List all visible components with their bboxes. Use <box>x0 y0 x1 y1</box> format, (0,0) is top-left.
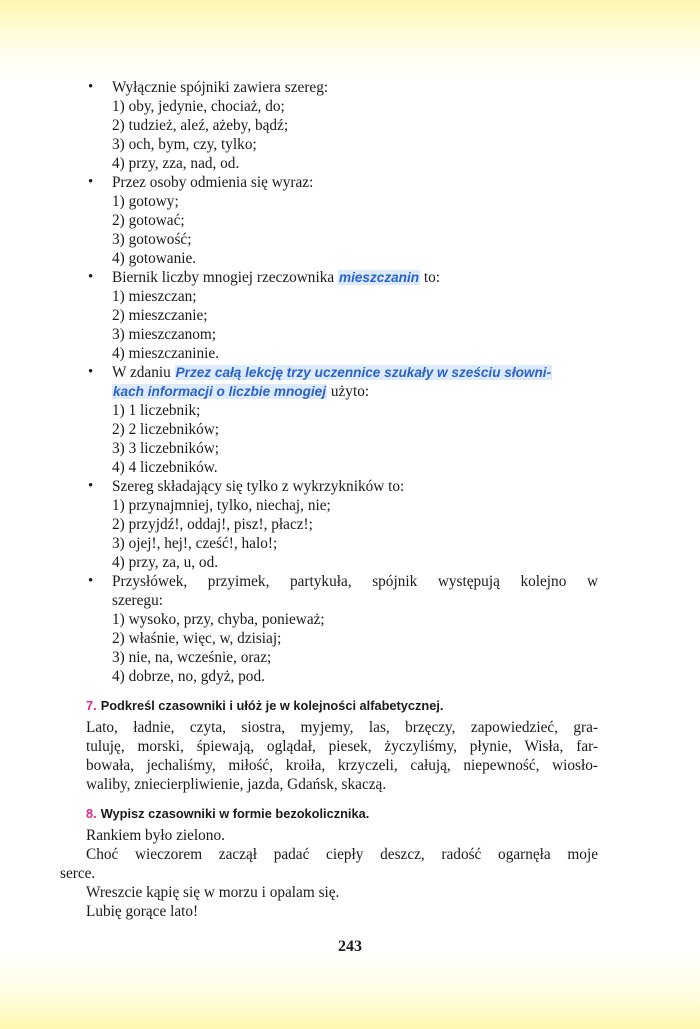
question-2 <box>86 173 598 268</box>
answer-option: 3) ojej!, hej!, cześć!, halo!; <box>112 535 278 552</box>
question-stem: Wyłącznie spójniki zawiera szereg: <box>112 79 329 96</box>
question-stem-continued <box>112 382 598 401</box>
task-8 <box>60 805 598 921</box>
question-stem <box>112 363 598 382</box>
answer-option: 2) przyjdź!, oddaj!, pisz!, płacz!; <box>112 516 313 533</box>
question-stem <box>112 268 598 287</box>
sentence: Wreszcie kąpię się w morzu i opalam się. <box>86 884 340 901</box>
bullet: • <box>88 364 94 380</box>
question-stem-continued: szeregu: <box>112 592 163 609</box>
question-4 <box>86 363 598 477</box>
answer-option: 4) mieszczaninie. <box>112 345 220 362</box>
question-stem: Przysłówek, przyimek, partykuła, spójnik występują kolejno w <box>112 573 598 590</box>
answer-option: 4) przy, za, u, od. <box>112 554 219 571</box>
answer-option: 1) gotowy; <box>112 193 179 210</box>
answer-option: 1) 1 liczebnik; <box>112 402 201 419</box>
answer-option: 3) gotowość; <box>112 231 192 248</box>
bullet: • <box>88 478 94 494</box>
word-list-line: Lato, ładnie, czyta, siostra, myjemy, las, brzęczy, zapowiedzieć, gra- <box>86 719 598 736</box>
task-number: 8. <box>86 806 97 821</box>
question-1 <box>86 78 598 173</box>
sentence-list <box>60 826 598 921</box>
answer-option: 2) 2 liczebników; <box>112 421 220 438</box>
answer-option: 4) dobrze, no, gdyż, pod. <box>112 668 265 685</box>
answer-option: 1) przynajmniej, tylko, niechaj, nie; <box>112 497 331 514</box>
word-list-line: waliby, zniecierpliwienie, jazda, Gdańsk, skaczą. <box>86 776 387 793</box>
answer-option: 3) 3 liczebników; <box>112 440 220 457</box>
sentence: Rankiem było zielono. <box>86 827 225 844</box>
question-5 <box>86 477 598 572</box>
stem-text: to: <box>423 269 441 286</box>
page-content <box>60 78 598 921</box>
task-instruction <box>86 805 598 823</box>
stem-text: Biernik liczby mnogiej rzeczownika <box>112 269 335 286</box>
answer-option: 3) och, bym, czy, tylko; <box>112 136 257 153</box>
answer-option: 1) wysoko, przy, chyba, ponieważ; <box>112 611 325 628</box>
sentence-continued: serce. <box>60 865 96 882</box>
highlighted-word: mieszczanin <box>338 270 420 285</box>
task-instruction <box>86 697 598 715</box>
task-instruction-text: Wypisz czasowniki w formie bezokolicznika. <box>100 806 370 821</box>
word-list <box>86 718 598 794</box>
question-stem: Szereg składający się tylko z wykrzykników to: <box>112 478 405 495</box>
sentence: Lubię gorące lato! <box>86 903 199 920</box>
highlighted-sentence: kach informacji o liczbie mnogiej <box>113 384 327 399</box>
task-7 <box>86 697 598 794</box>
bullet: • <box>88 269 94 285</box>
bullet: • <box>88 79 94 95</box>
answer-option: 2) właśnie, więc, w, dzisiaj; <box>112 630 282 647</box>
task-instruction-text: Podkreśl czasowniki i ułóż je w kolejności alfabetycznej. <box>100 698 444 713</box>
question-stem: Przez osoby odmienia się wyraz: <box>112 174 314 191</box>
answer-option: 3) mieszczanom; <box>112 326 217 343</box>
answer-option: 2) mieszczanie; <box>112 307 208 324</box>
bullet: • <box>88 573 94 589</box>
answer-option: 4) 4 liczebników. <box>112 459 218 476</box>
answer-option: 4) przy, zza, nad, od. <box>112 155 240 172</box>
answer-option: 1) oby, jedynie, chociaż, do; <box>112 98 285 115</box>
answer-option: 4) gotowanie. <box>112 250 197 267</box>
highlighted-sentence: Przez całą lekcję trzy uczennice szukały w sześciu słowni- <box>175 365 552 380</box>
answer-option: 3) nie, na, wcześnie, oraz; <box>112 649 272 666</box>
task-number: 7. <box>86 698 97 713</box>
answer-option: 2) tudzież, aleź, ażeby, bądź; <box>112 117 289 134</box>
stem-text: użyto: <box>330 383 370 400</box>
stem-text: W zdaniu <box>112 364 171 381</box>
word-list-line: bowała, jechaliśmy, miłość, kroiła, krzyczeli, całują, niepewność, wiosło- <box>86 757 598 774</box>
word-list-line: tuluję, morski, śpiewają, oglądał, piesek, życzyliśmy, płynie, Wisła, far- <box>86 738 598 755</box>
sentence: Choć wieczorem zaczął padać ciepły deszcz, radość ogarnęła moje <box>86 846 598 863</box>
page-number: 243 <box>338 938 362 955</box>
answer-option: 2) gotować; <box>112 212 185 229</box>
bullet: • <box>88 174 94 190</box>
question-3 <box>86 268 598 363</box>
question-6 <box>86 572 598 686</box>
answer-option: 1) mieszczan; <box>112 288 197 305</box>
